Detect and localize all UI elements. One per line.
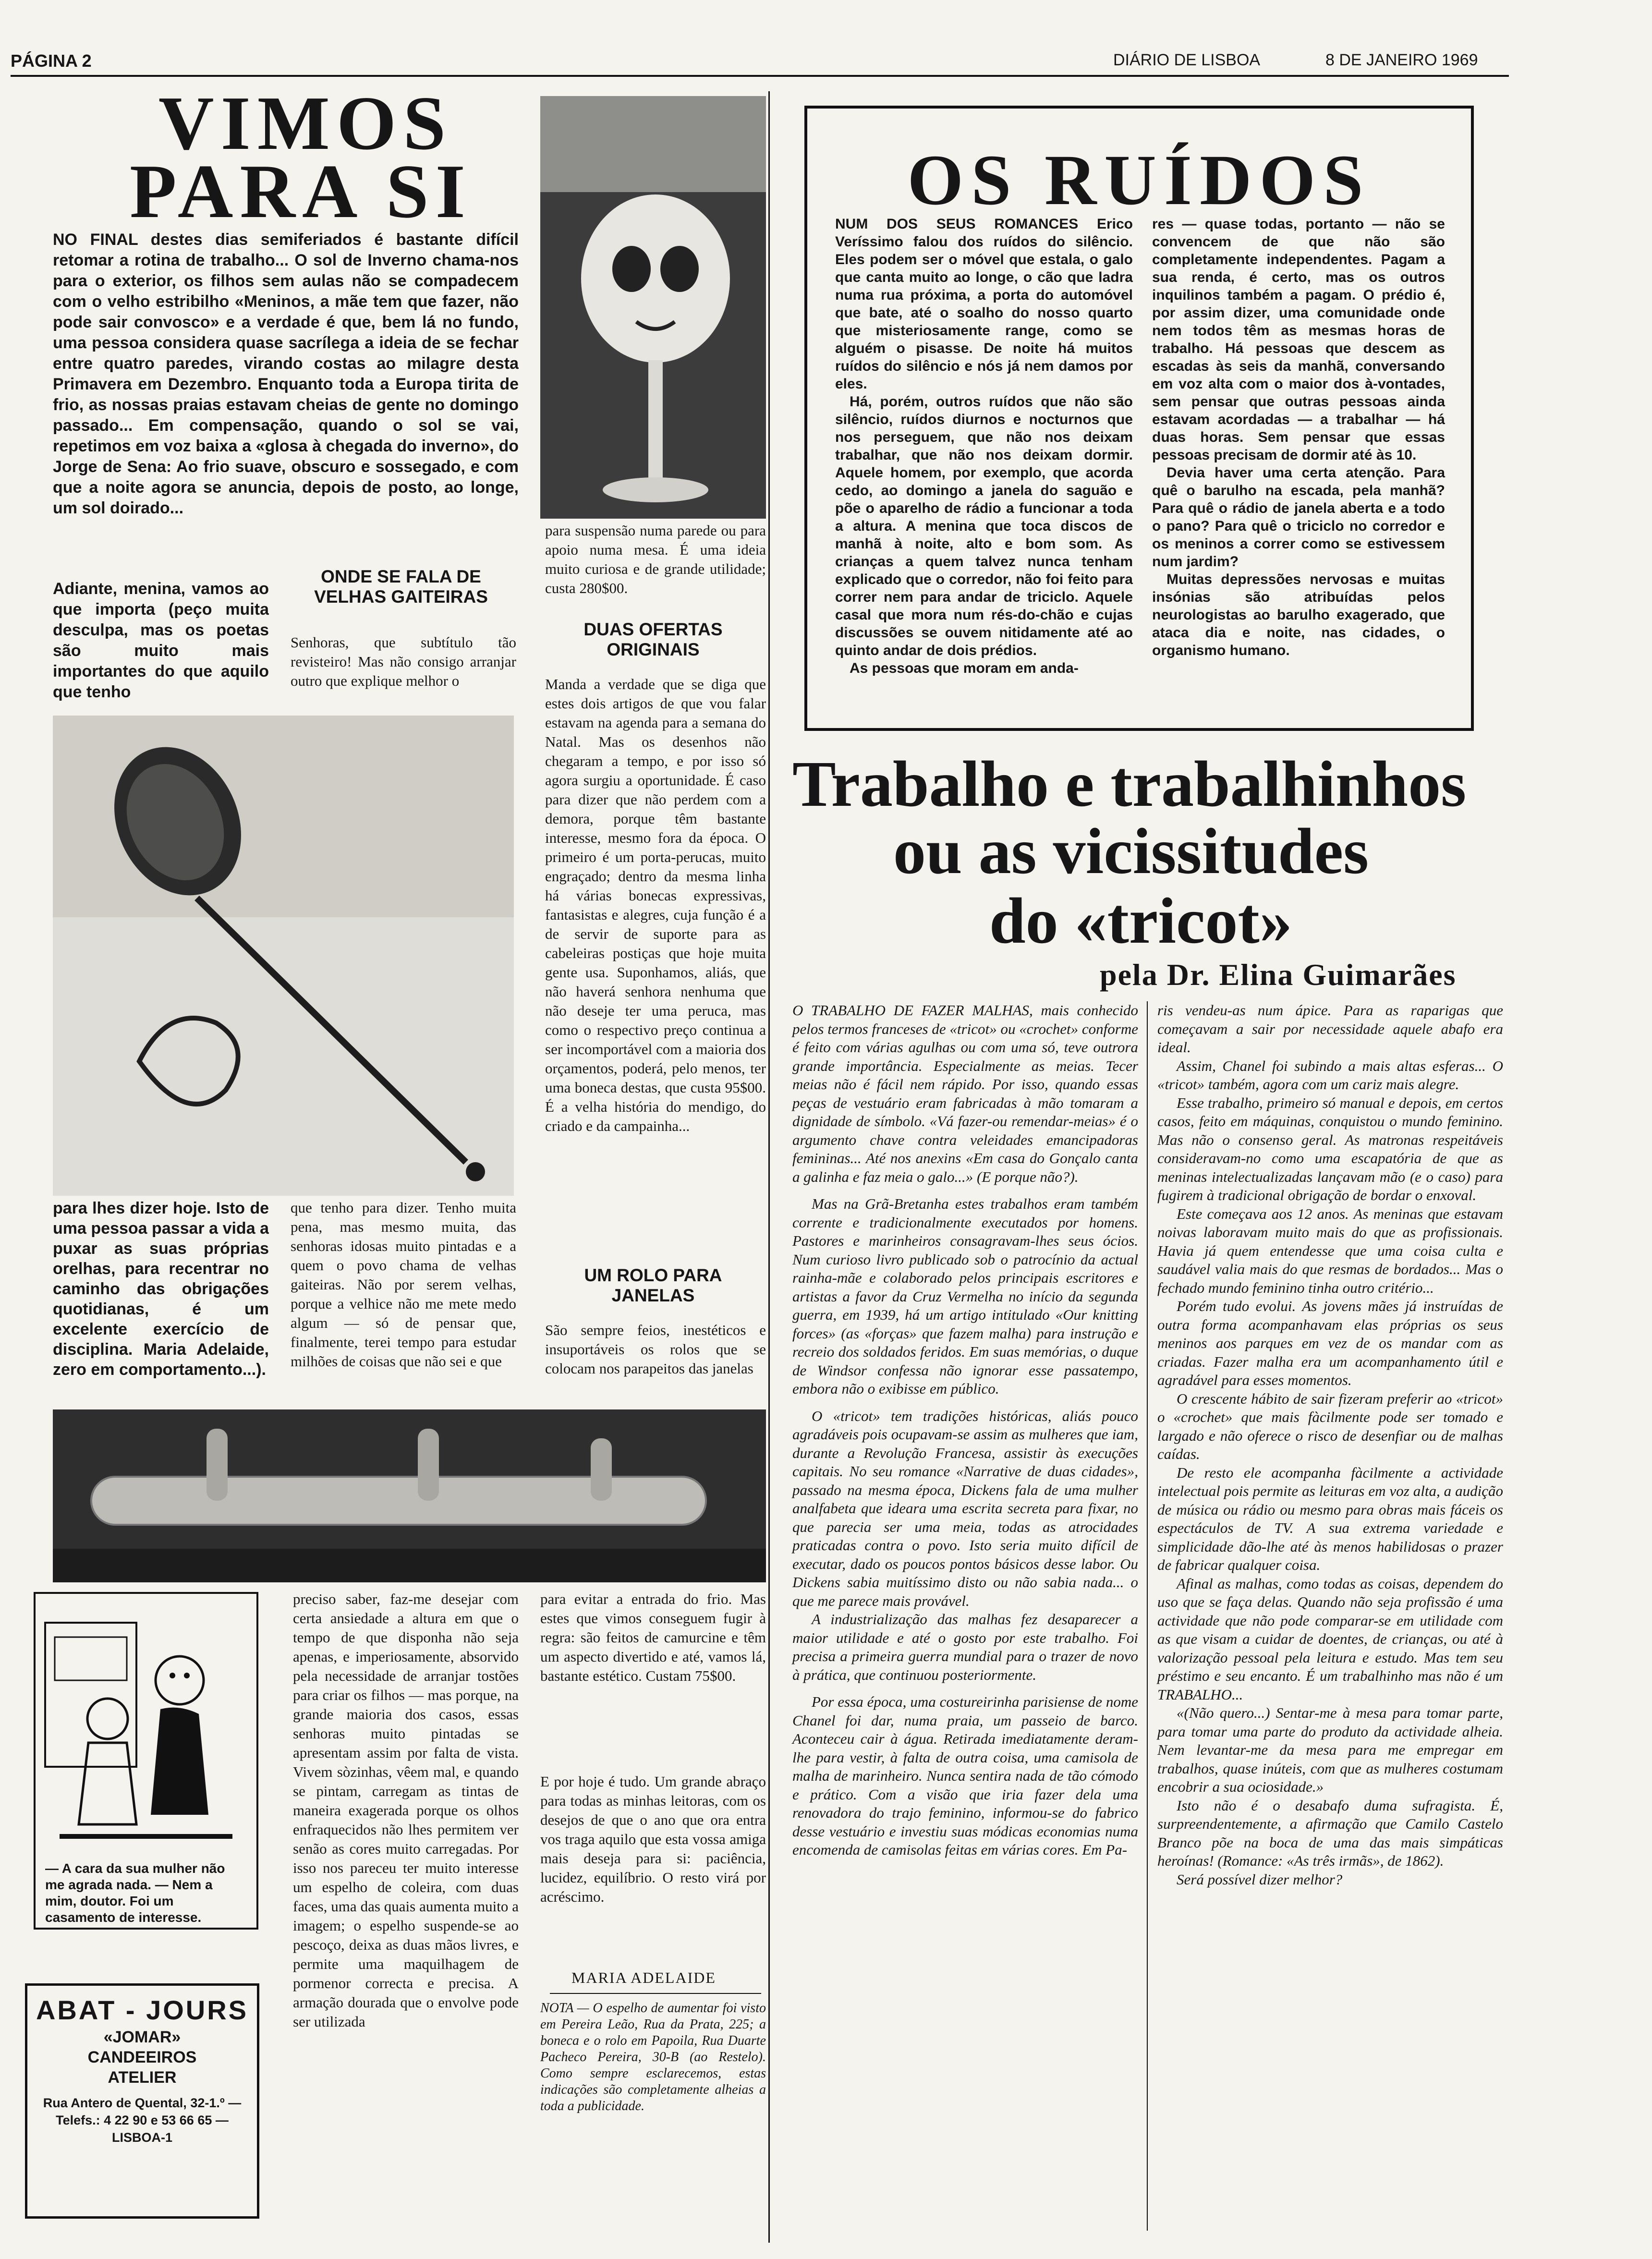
trabalho-c1p4: A industrialização das malhas fez desaparecer a maior utilidade e até o gosto por este trabalho. Foi precisa a primeira guerra mundial para o trazer de novo à prática, que continuou posteriormente. (792, 1611, 1138, 1683)
window-roll-photo (53, 1409, 766, 1582)
newspaper-name: DIÁRIO DE LISBOA (1113, 51, 1261, 69)
vimos-title-line1: VIMOS (158, 80, 453, 166)
trabalho-c2p11: Será possível dizer melhor? (1177, 1870, 1343, 1888)
vimos-title-line2: PARA SI (130, 148, 472, 234)
trabalho-title-line3: do «tricot» (989, 885, 1292, 957)
ruidos-col2-p1: res — quase todas, portanto — não se convencem de que não são completamente independentes. Pagam a sua renda, é certo, mas os outros inquilinos também a pagam. O prédio é, por assim dizer, uma comunidade onde nem todos têm as mesmas horas de trabalho. Há pessoas que descem as escadas às seis da manhã, conversando em voz alta com o maior dos à-vontades, sem pensar que outras pessoas ainda estavam acordadas — a trabalhar — há duas horas. Sem pensar que essas pessoas precisam de dormir até às 10. (1152, 216, 1445, 463)
issue-date: 8 DE JANEIRO 1969 (1325, 51, 1478, 69)
abat-jours-ad (25, 1983, 259, 2219)
trabalho-c2p9: «(Não quero...) Sentar-me à mesa para tomar parte, para tomar uma parte do produto da actividade alheia. Nem levantar-me da mesa para me empregar em trabalhos, quase inúteis, com que as mulheres costumam encobrir a sua ociosidade.» (1157, 1704, 1503, 1795)
ruidos-col1-p3: As pessoas que moram em anda- (850, 660, 1079, 676)
duas-ofertas-subtitle: DUAS OFERTAS ORIGINAIS (583, 619, 723, 659)
gaiteiras-subtitle: ONDE SE FALA DE VELHAS GAITEIRAS (314, 567, 488, 607)
trabalho-c1p1: O TRABALHO DE FAZER MALHAS, mais conhecido pelos termos franceses de «tricot» ou «crochet» conforme é feito com várias agulhas ou com uma só, teve outrora grande importância. Especialmente as meias. Tecer meias não é fácil nem rápido. Por isso, quando essas peças de vestuário eram fabricadas à mão tomaram a dignidade de símbolo. «Vá fazer-ou remendar-meias» é o argumento chave contra veleidades emancipadoras femininas... Até nos anexins «Em casa do Gonçalo canta a galinha e faz meia o galo...» (E porque não?). (792, 1002, 1138, 1185)
page-number: PÁGINA 2 (11, 51, 92, 71)
trabalho-title-line2: ou as vicissitudes (893, 815, 1369, 887)
vimos-adiante: Adiante, menina, vamos ao que importa (peço muita desculpa, mas os poetas são muito mais importantes do que aquilo que tenho (53, 580, 269, 701)
cartoon-illustration (36, 1594, 253, 1863)
doll-image (540, 96, 766, 519)
trabalho-title-line1: Trabalho e trabalhinhos (792, 748, 1467, 820)
ad-address: Rua Antero de Quental, 32-1.º — Telefs.: 4 22 90 e 53 66 65 — LISBOA-1 (43, 2096, 242, 2145)
cartoon-box (34, 1592, 258, 1930)
ruidos-col1-p2: Há, porém, outros ruídos que não são silêncio, ruídos diurnos e nocturnos que nos perseguem, que não nos deixam trabalhar, que não nos deixam dormir. Aquele homem, por exemplo, que acorda cedo, ao domingo a janela do saguão e põe o aparelho de rádio a funcionar a toda a altura. A menina que toca discos de manhã à noite, alto e bom som. As crianças a quem talvez nunca tenham explicado que o corredor, não foi feito para correr nem para andar de triciclo. Aquele casal que mora num rés-do-chão e cujas discussões se ouvem nitidamente até ao quinto andar de dois prédios. (835, 394, 1133, 658)
rolo-text-2: para evitar a entrada do frio. Mas estes que vimos conseguem fugir à regra: são feitos de camurcine e têm um aspecto divertido e até, vamos lá, bastante estético. Custam 75$00. (540, 1591, 766, 1684)
closing-text: E por hoje é tudo. Um grande abraço para todas as minhas leitoras, com os desejos de que o ano que ora entra vos traga aquilo que esta vossa amiga mais deseja para si: paciência, lucidez, equilíbrio. O resto virá por acréscimo. (540, 1773, 766, 1905)
trabalho-c2p4: Este começava aos 12 anos. As meninas que estavam noivas laboravam muito mais do que as profissionais. Havia já quem entendesse que uma coisa culta e saudável valia mais do que resmas de bordados... Mas o fechado mundo feminino tinha outro critério... (1157, 1205, 1503, 1296)
ruidos-box (804, 106, 1474, 731)
trabalho-c2p6: O crescente hábito de sair fizeram preferir ao «tricot» o «crochet» que mais fàcilmente pode ser tomado e largado e não oferece o risco de desenfiar ou de malhas caídas. (1157, 1390, 1503, 1462)
ruidos-col2 (1152, 215, 1445, 659)
magnifying-mirror-image (53, 716, 514, 1196)
trabalho-c1p2: Mas na Grã-Bretanha estes trabalhos eram também corrente e tradicionalmente executados por homens. Pastores e marinheiros consagravam-lhes seus ócios. Num curioso livro publicado sob o patrocínio da actual rainha-mãe e colaborado pelos principais escritores e artistas a favor da Cruz Vermelha no início da segunda guerra, em 1939, há um artigo intitulado «Our knitting forces» (as «forças» que fazem malha) para instrução e recreio dos soldados feridos. Em suas memórias, o duque de Windsor confessa não ignorar esse passatempo, embora não o exibisse em público. (792, 1195, 1138, 1397)
ad-title: ABAT - JOURS (36, 1995, 249, 2025)
vimos-intro: NO FINAL destes dias semiferiados é bastante difícil retomar a rotina de trabalho... O sol de Inverno chama-nos para o exterior, os filhos sem aulas não se compadecem com o velho estribilho «Meninos, a mãe tem que fazer, não pode sair convosco» e a verdade é que, bem lá no fundo, uma pessoa considera quase sacrílega a ideia de se fechar entre quatro paredes, virando costas ao milagre desta Primavera em Dezembro. Enquanto toda a Europa tirita de frio, as nossas praias estavam cheias de gente no domingo passado... Em compensação, quando o sol se vai, repetimos em voz baixa a «glosa à chegada do inverno», do Jorge de Sena: Ao frio suave, obscuro e sossegado, e com que a noite agora se anuncia, depois de posto, ao longe, um sol doirado... (53, 231, 519, 517)
draught-roll-image (53, 1409, 766, 1582)
ad-brand: «JOMAR» (103, 2028, 181, 2046)
trabalho-c2p3: Esse trabalho, primeiro só manual e depois, em certos casos, feito em máquinas, conquistou o mundo feminino. Mas não o consenso geral. As matronas respeitáveis consideravam-no como uma escapatória de que as meninas intelectualizadas lançavam mão (e o caso) para fugirem à tradicional obrigação de bordar o enxoval. (1157, 1094, 1503, 1203)
ruidos-col2-p3: Muitas depressões nervosas e muitas insónias são atribuídas pelos neurologistas ao barulho exagerado, que ataca dia e noite, nas cidades, o organismo humano. (1152, 571, 1445, 658)
header-rule (11, 75, 1509, 77)
signature-rule (550, 1993, 761, 1994)
mirror-photo (53, 716, 514, 1196)
trabalho-c2p10: Isto não é o desabafo duma sufragista. É, surpreendentemente, a afirmação que Camilo Castelo Branco põe na boca de uma das mais simpáticas heroínas! (Romance: «As três irmãs», de 1862). (1157, 1797, 1503, 1869)
trabalho-c2p5: Porém tudo evolui. As jovens mães já instruídas de outra forma acompanhavam elas próprias os seus meninos aos parques em vez de os mandar com as criadas. Fazer malha era um acompanhamento útil e agradável para esses momentos. (1157, 1298, 1503, 1388)
ad-line1: CANDEEIROS (87, 2048, 197, 2066)
trabalho-col1 (792, 1001, 1138, 1859)
duas-ofertas-text: Manda a verdade que se diga que estes dois artigos de que vou falar estavam na agenda para a semana do Natal. Mas os desenhos não chegaram a tempo, e por isso só agora surgiu a oportunidade. É caso para dizer que não perdem com a demora, porque têm bastante interesse, mesmo fora da época. O primeiro é um porta-perucas, muito engraçado; dentro da mesma linha há várias bonecas expressivas, fantasistas e alegres, cuja função é a de servir de suporte para as cabeleiras postiças que hoje muita gente usa. Suponhamos, aliás, que não haverá senhora nenhuma que não deseje ter uma peruca, mas como o respectivo preço continua a ser incomportável com a maioria dos orçamentos, poderá, pelo menos, ter uma boneca destas, que custa 95$00. É a velha história do mendigo, do criado e da campainha... (545, 676, 766, 1134)
trabalho-c1p5: Por essa época, uma costureirinha parisiense de nome Chanel foi dar, numa praia, um passeio de barco. Aconteceu cair à água. Retirada imediatamente deram-lhe para vestir, à falta de outra coisa, uma camisola de malha de marinheiro. Nunca sentira nada de tão cómodo e prático. Com a visão que iria fazer dela uma renovadora do trajo feminino, informou-se do fabrico desse vestuário e investiu suas módicas economias numa encomenda de camisolas feitas em várias cores. Em Pa- (792, 1693, 1138, 1858)
column-rule-1 (768, 91, 770, 2243)
nota-text: NOTA — O espelho de aumentar foi visto em Pereira Leão, Rua da Prata, 225; a boneca e o rolo em Papoila, Rua Duarte Pacheco Pereira, 30-B (ao Restelo). Como sempre esclarecemos, estas indicações são completamente alheias a toda a publicidade. (540, 2001, 766, 2113)
trabalho-c2p8: Afinal as malhas, como todas as coisas, dependem do uso que se faça delas. Quando não seja profissão é uma actividade que não pode comparar-se em utilidade com as que visam a cuidar de doentes, de crianças, ou até à valorização pessoal pela leitura e estudo. Mas tem seu préstimo e seu encanto. É um trabalhinho mas não é um TRABALHO... (1157, 1575, 1503, 1703)
signature: MARIA ADELAIDE (571, 1969, 716, 1986)
vimos-para-dizer: para lhes dizer hoje. Isto de uma pessoa passar a vida a puxar as suas próprias orelhas, para recentrar no caminho das obrigações quotidianas, é um excelente exercício de disciplina. Maria Adelaide, zero em comportamento...). (53, 1199, 269, 1379)
trabalho-c2p7: De resto ele acompanha fàcilmente a actividade intelectual pois permite as leituras em voz alta, a audição de música ou rádio ou mesmo para obras mais fáceis os espectáculos de TV. A sua extrema variedade e simplicidade dão-lhe até às menos habilidosas o prazer de fabricar qualquer coisa. (1157, 1464, 1503, 1573)
trabalho-col2 (1157, 1001, 1503, 1889)
rolo-subtitle: UM ROLO PARA JANELAS (584, 1265, 722, 1305)
ruidos-title: OS RUÍDOS (907, 140, 1371, 220)
gaiteiras-text-2: que tenho para dizer. Tenho muita pena, mas mesmo muita, das senhoras idosas muito pintadas e a quem o povo chama de velhas gaiteiras. Não por serem velhas, porque a velhice não me mete medo algum — só de pensar que, finalmente, terei tempo para estudar milhões de coisas que não sei e que (291, 1199, 516, 1370)
ruidos-col2-p2: Devia haver uma certa atenção. Para quê o barulho na escada, pela manhã? Para quê o rádio de janela aberta e a todo o pano? Para quê o triciclo no corredor e os meninos a correr como se estivessem num jardim? (1152, 465, 1445, 570)
gaiteiras-text-1: Senhoras, que subtítulo tão revisteiro! Mas não consigo arranjar outro que explique melhor o (291, 634, 516, 689)
trabalho-c2p1: ris vendeu-as num ápice. Para as raparigas que começavam a sair por necessidade aquele abafo era ideal. (1157, 1002, 1503, 1056)
ruidos-col1-p1: NUM DOS SEUS ROMANCES Erico Veríssimo falou dos ruídos do silêncio. Eles podem ser o móvel que estala, o galo que canta muito ao longe, o cão que ladra numa rua próxima, a porta do automóvel que bate, até o soalho do nosso quarto que misteriosamente range, como se alguém o pisasse. De noite há muitos ruídos do silêncio e nós já nem damos por eles. (835, 216, 1133, 392)
cartoon-caption: — A cara da sua mulher não me agrada nada. — Nem a mim, doutor. Foi um casamento de interesse. (45, 1861, 225, 1925)
ad-line2: ATELIER (108, 2068, 177, 2087)
trabalho-c2p2: Assim, Chanel foi subindo a mais altas esferas... O «tricot» também, agora com um cariz mais alegre. (1157, 1057, 1503, 1093)
gaiteiras-text-3: preciso saber, faz-me desejar com certa ansiedade a altura em que o tempo de que disponha não seja apenas, e imperiosamente, absorvido pela necessidade de arranjar tostões para criar os filhos — mas porque, na grande maioria dos casos, essas senhoras muito pintadas se apresentam assim por falta de vista. Vivem sòzinhas, vêem mal, e quando se pintam, carregam as tintas de maneira exagerada porque os olhos enfraquecidos não lhes permitem ver senão as cores muito carregadas. Por isso nos pareceu ter muito interesse um espelho de coleira, com duas faces, uma das quais aumenta muito a imagem; o espelho suspende-se ao pescoço, deixa as duas mãos livres, e permite uma maquilhagem de pormenor correcta e precisa. A armação dourada que o envolve pode ser utilizada (293, 1591, 519, 2030)
rolo-text: São sempre feios, inestéticos e insuportáveis os rolos que se colocam nos parapeitos das janelas (545, 1322, 766, 1377)
trabalho-c1p3: O «tricot» tem tradições históricas, aliás pouco agradáveis pois ocupavam-se assim as mulheres que iam, durante a Revolução Francesa, assistir às execuções capitais. No seu romance «Narrative de duas cidades», passado na mesma época, Dickens fala de uma mulher analfabeta que ideara uma escrita secreta para fixar, no que parecia ser uma meia, todas as atrocidades praticadas contra o povo. Isto seria muito difícil de executar, dado os poucos pontos básicos desse labor. Ou Dickens sabia muitíssimo disto ou não sabia nada... o que me parece mais provável. (792, 1407, 1138, 1609)
lamp-caption: para suspensão numa parede ou para apoio numa mesa. É uma ideia muito curiosa e de grande utilidade; custa 280$00. (545, 522, 766, 596)
doll-lamp-photo (540, 96, 766, 519)
ruidos-col1 (835, 215, 1133, 677)
column-rule-2 (1147, 1001, 1148, 2231)
trabalho-byline: pela Dr. Elina Guimarães (1100, 958, 1457, 992)
